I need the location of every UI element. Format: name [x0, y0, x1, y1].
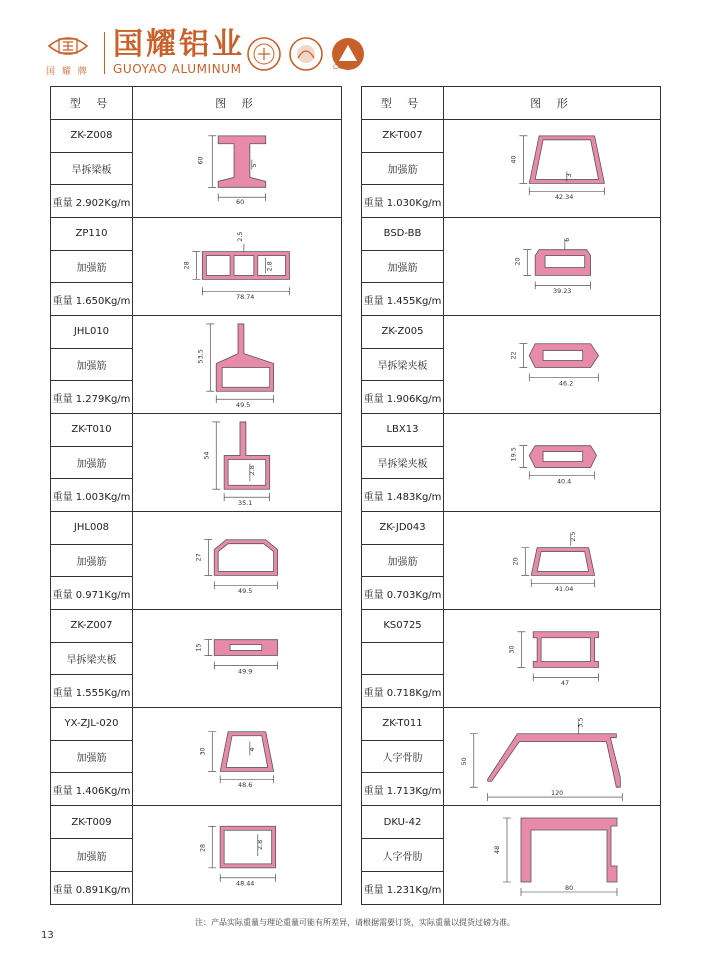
model-code: LBX13 [362, 414, 443, 447]
col-figure: 图 形 [530, 97, 574, 110]
svg-text:48.6: 48.6 [237, 781, 253, 790]
profile-weight: 重量 2.902Kg/m [52, 197, 131, 209]
profile-weight: 重量 1.713Kg/m [363, 785, 442, 797]
profile-type: 旱拆梁板 [51, 153, 132, 186]
model-code: ZK-Z005 [362, 316, 443, 349]
profile-drawing [133, 218, 341, 315]
col-figure: 图 形 [215, 97, 259, 110]
profile-type: 加强筋 [51, 349, 132, 382]
profile-row [51, 316, 341, 414]
profile-drawing [444, 708, 660, 805]
model-code: ZP110 [51, 218, 132, 251]
profile-type: 加强筋 [51, 447, 132, 480]
col-model: 型 号 [51, 87, 133, 119]
profile-weight: 重量 1.003Kg/m [52, 491, 131, 503]
svg-text:30: 30 [507, 645, 516, 654]
profile-weight: 重量 1.555Kg/m [52, 687, 131, 699]
profile-type: 旱拆梁夹板 [51, 643, 132, 676]
profile-row [362, 316, 660, 414]
svg-text:48: 48 [493, 845, 501, 854]
svg-text:49.9: 49.9 [237, 667, 253, 676]
svg-text:49.5: 49.5 [236, 401, 251, 410]
profile-row [51, 512, 341, 610]
svg-text:60: 60 [196, 156, 205, 165]
svg-text:120: 120 [551, 789, 564, 798]
profile-cross-section [444, 708, 660, 805]
svg-text:53.5: 53.5 [196, 349, 205, 364]
profile-drawing [444, 610, 660, 707]
profile-cross-section [133, 806, 341, 904]
profile-weight: 重量 0.718Kg/m [363, 687, 442, 699]
profile-type: 旱拆梁夹板 [362, 349, 443, 382]
profile-cross-section [133, 120, 341, 217]
profile-weight: 重量 1.650Kg/m [52, 295, 131, 307]
svg-text:35.1: 35.1 [237, 499, 253, 508]
profile-drawing [133, 512, 341, 609]
svg-text:46.2: 46.2 [558, 379, 574, 388]
svg-text:39.23: 39.23 [552, 287, 572, 296]
profile-cross-section [133, 512, 341, 609]
logo-divider [104, 32, 105, 74]
model-code: KS0725 [362, 610, 443, 643]
page-number: 13 [41, 930, 54, 941]
svg-text:19.5: 19.5 [509, 447, 518, 462]
svg-text:2.8: 2.8 [247, 465, 256, 476]
certification-seal-icon [246, 36, 282, 72]
cadbm-label: CADBM [333, 64, 356, 71]
profile-cross-section [133, 316, 341, 413]
model-code: JHL008 [51, 512, 132, 545]
profile-row [362, 806, 660, 904]
svg-text:4: 4 [247, 747, 256, 752]
model-code: ZK-T011 [362, 708, 443, 741]
model-code: ZK-JD043 [362, 512, 443, 545]
profile-row [362, 218, 660, 316]
svg-text:49.5: 49.5 [237, 587, 253, 596]
profile-weight: 重量 0.703Kg/m [363, 589, 442, 601]
profile-cross-section [133, 414, 341, 511]
profile-cross-section [444, 120, 660, 217]
svg-text:6: 6 [562, 237, 571, 242]
model-code: BSD-BB [362, 218, 443, 251]
svg-text:20: 20 [511, 557, 520, 566]
svg-text:42.34: 42.34 [554, 193, 574, 202]
svg-text:41.04: 41.04 [554, 585, 574, 594]
profile-table-left [50, 86, 342, 905]
profile-row [51, 414, 341, 512]
profile-drawing [133, 120, 341, 217]
svg-text:60: 60 [236, 198, 245, 207]
svg-text:50: 50 [459, 757, 468, 766]
profile-type [362, 643, 443, 676]
profile-drawing [444, 806, 660, 904]
profile-drawing [133, 414, 341, 511]
svg-text:28: 28 [182, 261, 191, 270]
profile-cross-section [133, 610, 341, 707]
profile-drawing [133, 708, 341, 805]
profile-type: 旱拆梁夹板 [362, 447, 443, 480]
svg-text:47: 47 [560, 679, 570, 688]
profile-weight: 重量 1.231Kg/m [363, 884, 442, 896]
model-code: ZK-T010 [51, 414, 132, 447]
brand-name-cn: 国耀铝业 [113, 27, 245, 62]
svg-text:22: 22 [509, 351, 518, 360]
profile-drawing [444, 218, 660, 315]
profile-row [51, 218, 341, 316]
table-header [51, 87, 341, 120]
profile-weight: 重量 1.455Kg/m [363, 295, 442, 307]
profile-drawing [444, 414, 660, 511]
profile-cross-section [444, 316, 660, 413]
svg-text:27: 27 [194, 553, 203, 562]
profile-row [51, 120, 341, 218]
profile-drawing [133, 316, 341, 413]
profile-weight: 重量 1.483Kg/m [363, 491, 442, 503]
profile-type: 加强筋 [362, 153, 443, 186]
profile-type: 加强筋 [51, 251, 132, 284]
profile-type: 人字骨肋 [362, 839, 443, 872]
profile-row [51, 610, 341, 708]
col-model: 型 号 [362, 87, 444, 119]
model-code: JHL010 [51, 316, 132, 349]
profile-drawing [444, 512, 660, 609]
profile-cross-section [444, 512, 660, 609]
model-code: ZK-Z008 [51, 120, 132, 153]
brand-sub: 国 耀 牌 [46, 67, 89, 77]
profile-row [362, 414, 660, 512]
svg-text:48.44: 48.44 [236, 879, 255, 888]
profile-weight: 重量 1.279Kg/m [52, 393, 131, 405]
profile-type: 加强筋 [51, 839, 132, 872]
profile-cross-section [133, 708, 341, 805]
svg-text:15: 15 [194, 643, 203, 652]
quality-seal-icon [288, 36, 324, 72]
svg-text:2.8: 2.8 [255, 839, 264, 851]
svg-text:3.5: 3.5 [576, 717, 585, 728]
svg-text:2.8: 2.8 [265, 261, 274, 272]
profile-drawing [133, 806, 341, 904]
profile-weight: 重量 0.891Kg/m [52, 884, 131, 896]
model-code: DKU-42 [362, 806, 443, 839]
profile-weight: 重量 1.906Kg/m [363, 393, 442, 405]
profile-type: 加强筋 [51, 545, 132, 578]
profile-cross-section [133, 218, 341, 315]
svg-text:20: 20 [513, 257, 522, 266]
profile-row [362, 120, 660, 218]
profile-row [362, 708, 660, 806]
profile-cross-section [444, 610, 660, 707]
profile-type: 人字骨肋 [362, 741, 443, 774]
brand-name-en: GUOYAO ALUMINUM [113, 62, 242, 76]
svg-text:80: 80 [565, 884, 574, 892]
svg-text:40: 40 [509, 155, 518, 164]
svg-text:5: 5 [249, 163, 258, 168]
svg-text:78.74: 78.74 [236, 293, 255, 302]
profile-weight: 重量 1.030Kg/m [363, 197, 442, 209]
svg-text:2.5: 2.5 [235, 231, 244, 242]
svg-text:28: 28 [198, 843, 207, 853]
profile-cross-section [444, 218, 660, 315]
svg-text:3: 3 [564, 173, 573, 178]
model-code: ZK-T009 [51, 806, 132, 839]
svg-text:2.5: 2.5 [568, 531, 577, 542]
profile-table-right [361, 86, 661, 905]
page-header [0, 0, 710, 80]
footnote: 注：产品实际重量与理论重量可能有所差异，请根据需要订货，实际重量以提货过磅为准。 [195, 918, 515, 927]
profile-row [51, 708, 341, 806]
profile-row [51, 806, 341, 904]
profile-drawing [133, 610, 341, 707]
profile-row [362, 610, 660, 708]
profile-cross-section [444, 414, 660, 511]
model-code: ZK-T007 [362, 120, 443, 153]
profile-weight: 重量 0.971Kg/m [52, 589, 131, 601]
svg-text:40.4: 40.4 [556, 477, 572, 486]
svg-text:54: 54 [202, 451, 211, 460]
profile-weight: 重量 1.406Kg/m [52, 785, 131, 797]
profile-type: 加强筋 [362, 545, 443, 578]
model-code: YX-ZJL-020 [51, 708, 132, 741]
svg-text:30: 30 [198, 747, 207, 756]
profile-row [362, 512, 660, 610]
profile-drawing [444, 316, 660, 413]
model-code: ZK-Z007 [51, 610, 132, 643]
profile-drawing [444, 120, 660, 217]
guoyao-logo-icon [45, 30, 91, 62]
table-header [362, 87, 660, 120]
profile-cross-section [444, 806, 660, 904]
profile-type: 加强筋 [362, 251, 443, 284]
profile-type: 加强筋 [51, 741, 132, 774]
